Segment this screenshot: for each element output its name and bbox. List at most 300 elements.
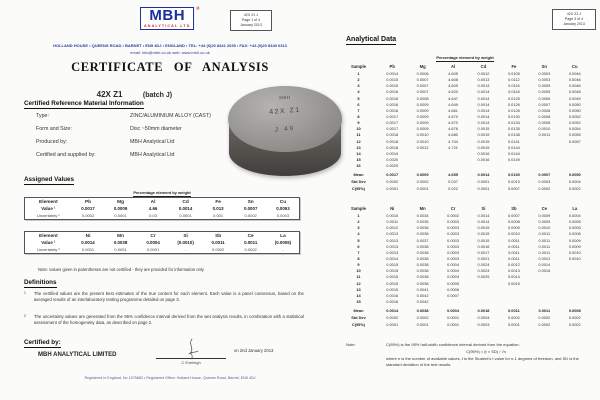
- page-ref-box: [230, 10, 272, 31]
- table-cell: 0.0015: [477, 231, 490, 237]
- table-cell: 0.0016: [386, 101, 399, 107]
- column-header: Element: [39, 233, 58, 239]
- table-cell: 0.0016: [386, 89, 399, 95]
- table-cell: 8: [357, 114, 360, 120]
- table-cell: 0.0130: [507, 114, 520, 120]
- table-cell: 0.0001: [447, 322, 459, 328]
- table-cell: 0.0014: [178, 206, 193, 212]
- table-cell: 4.605: [448, 71, 458, 77]
- table-cell: 0.0013: [477, 77, 490, 83]
- table-cell: 0.0016: [477, 150, 490, 156]
- table-cell: 0.0017: [477, 249, 490, 255]
- table-cell: 0.0038: [416, 243, 429, 249]
- table-cell: 0.0053: [276, 206, 290, 212]
- table-cell: 9: [357, 120, 360, 126]
- table-cell: 0.0006: [538, 95, 551, 101]
- confidence-equation: C(95%) = (t × SD) / √n: [466, 349, 506, 354]
- parentheses-note: Note: values given in parentheses are not certified - they are provided for information only: [38, 267, 204, 272]
- table-cell: 0.0024: [477, 262, 490, 268]
- column-header: Ce: [541, 206, 547, 211]
- table-cell: 4.661: [448, 107, 458, 113]
- column-header: Sample: [351, 206, 366, 211]
- table-cell: 0.0015: [507, 280, 520, 286]
- table-cell: 0.0013: [477, 83, 490, 89]
- table-cell: 0.0009: [568, 243, 581, 249]
- company-address: HOLLAND HOUSE • QUEENS ROAD • BARNET • EN5 4DJ • ENGLAND • TEL: +44 (0)20 8441 2035 • FAX: +44 (0)20 8449 6313: [53, 43, 287, 48]
- table-cell: 11: [356, 132, 361, 138]
- percent-by-weight-caption: Percentage element by weight: [436, 55, 494, 60]
- table-cell: 0.0009: [538, 219, 551, 225]
- column-header: Sn: [541, 64, 547, 69]
- table-cell: 0.0001: [114, 246, 127, 252]
- data-row: [25, 246, 300, 253]
- table-cell: 0.0021: [477, 256, 490, 262]
- table-cell: 0.0004: [447, 262, 459, 268]
- table-cell: 0.0008: [507, 219, 520, 225]
- table-cell: 0.0019: [386, 150, 399, 156]
- crm-value: Disc ~50mm diameter: [130, 126, 182, 132]
- table-cell: 0.0125: [507, 95, 520, 101]
- crm-label: Form and Size:: [36, 126, 72, 132]
- table-cell: 0.0001: [416, 186, 429, 192]
- summary-row: [340, 178, 590, 185]
- table-cell: 0.037: [448, 179, 458, 185]
- issue-date: January 2013: [563, 22, 585, 27]
- table-cell: Value ¹: [41, 206, 56, 212]
- table-cell: 0.0007: [507, 186, 520, 192]
- table-cell: 0.0008: [538, 107, 551, 113]
- header-row: [25, 198, 300, 206]
- header-row: [25, 232, 300, 240]
- table-cell: 0.0018: [386, 138, 399, 144]
- column-header: Element: [39, 199, 58, 205]
- table-cell: 0.0046: [568, 77, 581, 83]
- table-cell: 5: [357, 95, 360, 101]
- table-cell: 0.0015: [386, 274, 399, 280]
- crm-label: Certified and supplied by:: [36, 152, 96, 158]
- table-cell: 0.0037: [416, 237, 429, 243]
- table-cell: 14: [356, 292, 361, 298]
- table-cell: 0.0003: [447, 219, 459, 225]
- table-cell: 0.0015: [477, 138, 490, 144]
- table-cell: 0.0014: [477, 107, 490, 113]
- table-cell: 0.0003: [447, 249, 459, 255]
- table-cell: 0.0002: [212, 246, 225, 252]
- table-cell: 0.0013: [507, 179, 520, 185]
- table-cell: 0.0138: [507, 132, 520, 138]
- footnote-number: 2: [24, 314, 26, 318]
- table-cell: 14: [356, 150, 361, 156]
- table-cell: 0.0015: [386, 77, 399, 83]
- table-cell: 11: [356, 274, 361, 280]
- table-cell: 0.0038: [416, 262, 429, 268]
- table-cell: 0.0008: [538, 120, 551, 126]
- table-cell: 0.0002: [538, 315, 551, 320]
- table-cell: 0.0008: [538, 114, 551, 120]
- table-cell: 0.0011: [538, 132, 551, 138]
- crm-value: MBH Analytical Ltd: [130, 139, 175, 145]
- table-cell: 0.0034: [416, 213, 429, 219]
- table-cell: 0.0002: [244, 246, 257, 252]
- table-cell: 0.0006: [447, 286, 459, 292]
- ref-code: 42X Z1 J: [243, 12, 259, 17]
- logo-subtitle: ANALYTICAL LTD: [144, 23, 191, 28]
- definition-text: The certified values are the present best estimates of the true content for each element. Each value is a panel consensus, based on the averaged results of an interlaboratory testing programme detailed on page 3.: [33, 291, 304, 303]
- column-header: Ni: [390, 206, 395, 211]
- table-cell: 0.0012: [507, 262, 520, 268]
- table-cell: 1: [357, 71, 360, 77]
- column-header: Sample: [351, 64, 366, 69]
- table-cell: 0.0002: [416, 179, 429, 185]
- table-cell: 0.0038: [416, 256, 429, 262]
- table-cell: 0.0126: [507, 101, 520, 107]
- table-cell: 7: [357, 249, 360, 255]
- table-cell: 0.0012: [477, 71, 490, 77]
- table-cell: 0.0011: [538, 231, 551, 237]
- table-cell: -: [282, 246, 284, 252]
- table-cell: 0.0038: [416, 274, 429, 280]
- table-cell: 0.0004: [568, 213, 581, 219]
- sample-disc-photo: [228, 86, 342, 182]
- table-cell: 0.0038: [416, 249, 429, 255]
- table-cell: 0.0011: [538, 249, 551, 255]
- table-cell: 0.0009: [416, 126, 429, 132]
- table-cell: 0.0112: [508, 77, 520, 83]
- table-cell: 0.013: [212, 206, 224, 212]
- table-cell: C(95%): [351, 322, 366, 328]
- summary-row: [340, 321, 590, 328]
- data-row: [25, 206, 300, 213]
- table-cell: 0.0025: [477, 274, 490, 280]
- table-cell: 0.0015: [386, 286, 399, 292]
- table-cell: 0.0052: [568, 114, 581, 120]
- column-header: Sb: [215, 233, 222, 239]
- table-cell: 0.0014: [477, 120, 490, 126]
- table-cell: 0.0010: [568, 256, 581, 262]
- table-cell: 0.0014: [507, 274, 520, 280]
- column-header: Al: [450, 64, 456, 69]
- table-cell: 0.0134: [507, 120, 520, 126]
- table-cell: 4.655: [448, 171, 458, 177]
- table-cell: 0.0001: [477, 179, 490, 185]
- table-cell: 12: [356, 280, 361, 286]
- header-row: [340, 63, 590, 71]
- table-cell: 0.0003: [276, 212, 290, 218]
- table-cell: 0.0038: [113, 240, 128, 246]
- assigned-values-table-2: [24, 231, 300, 254]
- disc-top-face: [228, 86, 342, 152]
- table-cell: 4.609: [448, 83, 458, 89]
- column-header: Cd: [480, 64, 487, 69]
- table-cell: 0.0014: [538, 262, 551, 268]
- table-cell: 0.0002: [447, 213, 459, 219]
- table-cell: 0.0014: [477, 101, 490, 107]
- table-cell: 0.0003: [447, 243, 459, 249]
- table-cell: 0.0002: [416, 315, 429, 320]
- table-cell: 0.0015: [477, 225, 490, 231]
- table-cell: 0.0002: [568, 186, 581, 192]
- table-cell: 0.0014: [477, 219, 490, 225]
- table-cell: 0.0001: [447, 315, 459, 320]
- table-cell: 3: [357, 83, 360, 89]
- table-cell: 0.0055: [568, 132, 581, 138]
- table-cell: Std Dev: [351, 315, 366, 320]
- mbh-logo: [140, 6, 200, 30]
- column-header: Cu: [571, 64, 578, 69]
- table-cell: 0.0001: [114, 212, 127, 218]
- page-ref-box: [552, 9, 596, 30]
- table-cell: 0.0012: [416, 144, 429, 150]
- table-cell: 0.0003: [538, 179, 551, 185]
- table-cell: 0.0003: [447, 256, 459, 262]
- table-cell: 0.0007: [447, 292, 459, 298]
- mbh-logo-box: [140, 6, 200, 30]
- certificate-page: [8, 0, 332, 400]
- table-cell: C(95%): [351, 186, 366, 192]
- table-cell: 0.0003: [477, 322, 490, 328]
- batch-label: (batch J): [142, 92, 173, 99]
- table-cell: -: [184, 246, 187, 252]
- table-cell: 0.0046: [568, 83, 581, 89]
- table-cell: 12: [356, 138, 361, 144]
- table-cell: 0.0009: [538, 213, 551, 219]
- table-cell: (0.0010): [177, 240, 194, 246]
- column-header: Mg: [419, 64, 426, 69]
- column-header: La: [572, 206, 578, 211]
- table-cell: Uncertainty ²: [37, 212, 60, 218]
- table-cell: 0.0050: [568, 101, 581, 107]
- table-cell: 13: [356, 286, 361, 292]
- assigned-values-heading: Assigned Values: [24, 176, 75, 183]
- table-cell: Mean: [353, 307, 364, 313]
- table-cell: 0.0024: [477, 268, 490, 274]
- table-cell: 0.0018: [386, 132, 399, 138]
- table-cell: 0.0017: [386, 120, 399, 126]
- table-cell: 4.670: [448, 120, 458, 126]
- table-cell: 0.0012: [538, 256, 551, 262]
- table-cell: 0.0007: [416, 77, 429, 83]
- disc-engraving-batch: J 49: [274, 125, 296, 134]
- table-cell: 0.0009: [113, 206, 128, 212]
- definition-2: [24, 314, 316, 327]
- table-cell: 0.0014: [477, 171, 490, 177]
- table-cell: 2: [357, 219, 360, 225]
- table-cell: 0.0015: [477, 132, 490, 138]
- table-cell: 4.608: [448, 77, 458, 83]
- crm-row-form-size: [36, 126, 182, 132]
- table-cell: 0.0020: [386, 163, 399, 169]
- table-cell: 0.0015: [386, 262, 399, 268]
- table-cell: 1: [357, 213, 360, 219]
- analytical-data-heading: Analytical Data: [346, 36, 397, 43]
- table-cell: 0.0004: [447, 274, 459, 280]
- table-cell: 0.0005: [568, 225, 581, 231]
- table-cell: 0.0038: [416, 307, 429, 313]
- assigned-values-table-1: [24, 197, 300, 220]
- table-cell: 0.0009: [416, 101, 429, 107]
- table-cell: 15: [356, 157, 361, 162]
- registration-footer: Registered in England, No 1575883 • Registered Office: Holland House, Queens Road, Barnet, EN5 4DJ: [84, 376, 256, 380]
- table-cell: 0.0002: [386, 179, 399, 185]
- table-cell: 0.0010: [538, 126, 551, 132]
- column-header: Ni: [85, 233, 91, 239]
- logo-wordmark: MBH: [149, 7, 186, 24]
- table-cell: 0.0041: [416, 286, 429, 292]
- table-cell: 4.66: [148, 206, 158, 212]
- definition-1: [24, 291, 316, 304]
- table-cell: 0.0007: [243, 206, 258, 212]
- table-cell: (0.0006): [274, 240, 292, 246]
- table-cell: 0.0001: [477, 186, 490, 192]
- column-header: Fe: [511, 64, 517, 69]
- table-cell: 0.0015: [477, 144, 490, 150]
- column-header: Ce: [247, 233, 254, 239]
- table-cell: 0.0007: [507, 213, 520, 219]
- table-cell: 0.0007: [538, 101, 551, 107]
- table-cell: 0.0005: [538, 89, 551, 95]
- table-cell: 0.0008: [568, 231, 581, 237]
- column-header: Cr: [450, 206, 456, 211]
- footnote-number: 1: [24, 291, 26, 295]
- note-body: [386, 342, 586, 368]
- table-cell: 0.0001: [146, 246, 160, 252]
- table-cell: 0.0002: [244, 212, 257, 218]
- table-cell: 6: [357, 101, 360, 107]
- table-cell: 0.0014: [81, 240, 95, 246]
- table-cell: 0.0015: [477, 126, 490, 132]
- table-cell: 0.0004: [568, 179, 581, 185]
- table-cell: 0.0015: [477, 237, 490, 243]
- certification-row: [38, 348, 318, 365]
- table-cell: 0.0013: [386, 231, 399, 237]
- ref-code: 42X Z1 J: [566, 11, 582, 16]
- table-cell: 0.0002: [507, 315, 520, 320]
- certification-date: on 2nd January 2013: [234, 348, 274, 353]
- signature-stroke-icon: [182, 338, 202, 360]
- table-cell: 0.0126: [507, 107, 520, 113]
- table-cell: 0.0003: [538, 71, 551, 77]
- table-cell: 0.0015: [386, 280, 399, 286]
- column-header: Mn: [419, 206, 426, 211]
- table-cell: 0.0009: [416, 120, 429, 126]
- table-cell: 0.0116: [508, 83, 520, 89]
- table-cell: 0.0011: [211, 240, 225, 246]
- crm-value: MBH Analytical Ltd: [130, 152, 175, 158]
- table-cell: 0.0014: [386, 71, 399, 77]
- table-cell: 0.0144: [507, 150, 520, 156]
- table-cell: 0.0017: [386, 126, 399, 132]
- table-cell: 0.0048: [568, 89, 581, 95]
- table-cell: 4.647: [448, 95, 458, 101]
- data-row: [25, 240, 300, 247]
- note-line-1: C(95%) is the 95% half-width confidence interval derived from the equation:: [386, 342, 520, 347]
- table-cell: 0.0014: [386, 307, 399, 313]
- table-cell: 0.0004: [447, 307, 459, 313]
- table-cell: 0.0002: [538, 322, 551, 328]
- analytical-data-page: [332, 0, 598, 400]
- table-cell: 4: [357, 89, 360, 95]
- table-cell: 0.0014: [386, 256, 399, 262]
- table-cell: 0.0004: [447, 268, 459, 274]
- table-cell: 15: [356, 299, 361, 304]
- column-header: Si: [183, 233, 188, 239]
- table-cell: 0.0130: [507, 171, 520, 177]
- table-cell: 0.0009: [416, 114, 429, 120]
- page-number: Page 3 of 4: [564, 16, 584, 21]
- table-cell: 0.0042: [416, 299, 429, 304]
- table-cell: 4.649: [448, 101, 458, 107]
- table-cell: 0.0005: [568, 219, 581, 225]
- table-cell: 0.0149: [507, 157, 520, 162]
- table-cell: 0.0011: [508, 256, 520, 262]
- table-cell: 0.0005: [538, 83, 551, 89]
- table-cell: 0.0011: [538, 237, 551, 243]
- table-cell: 0.0003: [447, 225, 459, 231]
- table-cell: 0.0003: [538, 77, 551, 83]
- disc-engraving-product: 42X Z1: [268, 106, 301, 117]
- table-cell: 0.0036: [416, 225, 429, 231]
- analytical-table-2: [340, 205, 590, 328]
- column-header: Mn: [117, 233, 125, 239]
- table-cell: 0.0005: [447, 280, 459, 286]
- table-cell: 0.0011: [508, 237, 520, 243]
- table-cell: 0.0052: [568, 120, 581, 126]
- company-contact: email: info@mbh.co.uk web: www.mbh.co.uk: [130, 50, 210, 55]
- table-cell: 0.0014: [477, 114, 490, 120]
- document-title: CERTIFICATE OF ANALYSIS: [71, 60, 269, 74]
- table-cell: 4: [357, 231, 360, 237]
- header-row: [340, 205, 590, 213]
- table-cell: 0.0009: [507, 225, 520, 231]
- table-cell: 7: [357, 107, 360, 113]
- table-cell: 0.0035: [416, 219, 429, 225]
- table-cell: 0.0009: [416, 171, 429, 177]
- table-cell: 2: [357, 77, 360, 83]
- table-cell: 0.022: [448, 186, 458, 192]
- table-cell: 6: [357, 243, 360, 249]
- table-cell: 0.0001: [386, 322, 399, 328]
- table-cell: 0.0036: [416, 231, 429, 237]
- table-cell: 0.0011: [508, 307, 520, 313]
- table-cell: 0.0038: [416, 280, 429, 286]
- disc-engraving-brand: MBH: [279, 94, 291, 101]
- table-cell: 0.0010: [416, 132, 429, 138]
- column-header: Si: [481, 206, 486, 211]
- table-cell: 4.704: [448, 138, 458, 144]
- summary-row: [340, 169, 590, 178]
- table-cell: 0.0057: [568, 138, 581, 144]
- crm-section-heading: Certified Reference Material Information: [24, 100, 144, 107]
- table-cell: 0.0002: [538, 186, 551, 192]
- table-cell: 0.0050: [568, 107, 581, 113]
- note-line-2: where n is the number of available values, t is the Student's t value for n-1 degrees of freedom, and SD is the standard deviation of the test results.: [386, 356, 579, 367]
- registered-trademark-icon: ®: [196, 6, 200, 11]
- table-cell: 0.0011: [386, 219, 399, 225]
- table-cell: 0.0004: [477, 315, 490, 320]
- table-cell: 0.0015: [386, 268, 399, 274]
- crm-row-certified-by: [36, 152, 175, 158]
- table-cell: 0.0002: [386, 315, 399, 320]
- table-cell: 0.0001: [386, 186, 399, 192]
- table-cell: 0.0105: [507, 71, 520, 77]
- table-cell: 0.0049: [568, 95, 581, 101]
- table-cell: 0.0001: [416, 322, 429, 328]
- table-cell: 0.0013: [386, 237, 399, 243]
- table-cell: 0.0002: [568, 322, 581, 328]
- company-name: MBH ANALYTICAL LIMITED: [38, 352, 117, 358]
- table-cell: 0.0016: [538, 268, 551, 274]
- table-cell: 3: [357, 225, 360, 231]
